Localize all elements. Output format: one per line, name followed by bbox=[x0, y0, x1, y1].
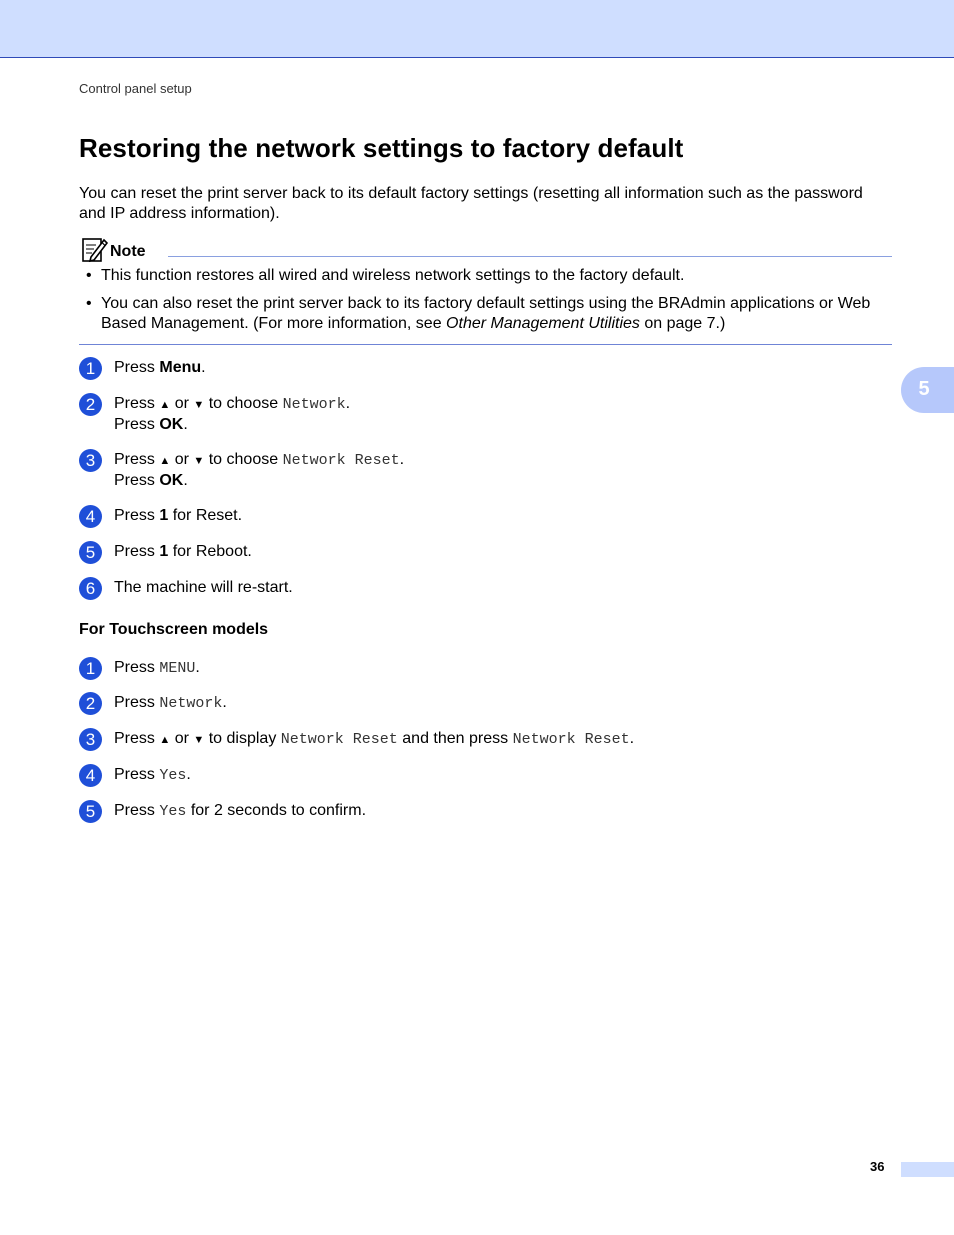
up-arrow-icon: ▲ bbox=[159, 734, 171, 746]
section-heading: For Touchscreen models bbox=[79, 621, 269, 638]
note-item bbox=[86, 266, 892, 286]
step-number: 4 bbox=[79, 764, 102, 787]
step-item bbox=[79, 578, 293, 598]
menu-option: Network Reset bbox=[280, 731, 398, 748]
menu-option: Network bbox=[282, 396, 346, 413]
key-label: Menu bbox=[159, 359, 202, 376]
step-item: 5 Press Yes for 2 seconds to confirm. bbox=[79, 801, 366, 822]
step-number: 5 bbox=[79, 800, 102, 823]
note-item-text: on page 7.) bbox=[639, 315, 726, 332]
menu-option: Yes bbox=[159, 767, 187, 784]
menu-option: Network Reset bbox=[282, 452, 400, 469]
note-list bbox=[86, 266, 892, 342]
note-top-rule bbox=[168, 256, 892, 257]
step-number: 4 bbox=[79, 505, 102, 528]
chapter-number: 5 bbox=[918, 378, 930, 400]
cross-reference-link[interactable]: Other Management Utilities bbox=[446, 315, 640, 332]
step-number: 5 bbox=[79, 541, 102, 564]
step-item: 2 Press Network. bbox=[79, 693, 227, 714]
step-number: 1 bbox=[79, 657, 102, 680]
down-arrow-icon: ▼ bbox=[193, 734, 205, 746]
step-item: 5 Press 1 for Reboot. bbox=[79, 542, 252, 562]
note-item-text: You can also reset the print server back to its factory default settings using the BRAdmin applications or Web Based Management. (For more information, see bbox=[101, 295, 871, 332]
bullet: • bbox=[86, 267, 92, 284]
running-head: Control panel setup bbox=[79, 81, 192, 96]
menu-option: Network Reset bbox=[512, 731, 630, 748]
page-title: Restoring the network settings to factory default bbox=[79, 133, 684, 163]
note-pencil-icon bbox=[80, 236, 108, 264]
step-item: 4 Press 1 for Reset. bbox=[79, 506, 242, 526]
step-item: 3 Press ▲ or ▼ to display Network Reset and then press Network Reset. bbox=[79, 729, 634, 750]
step-text: The machine will re-start. bbox=[114, 579, 293, 596]
key-label: 1 bbox=[159, 543, 169, 560]
note-header bbox=[80, 236, 892, 264]
down-arrow-icon: ▼ bbox=[193, 399, 205, 411]
menu-option: Yes bbox=[159, 803, 187, 820]
key-label: OK bbox=[159, 416, 184, 433]
up-arrow-icon: ▲ bbox=[159, 455, 171, 467]
step-item: 3 Press ▲ or ▼ to choose Network Reset. Press OK. bbox=[79, 450, 404, 491]
note-item-text: This function restores all wired and wireless network settings to the factory default. bbox=[101, 267, 685, 284]
note-bottom-rule bbox=[79, 344, 892, 345]
key-label: 1 bbox=[159, 507, 169, 524]
key-label: OK bbox=[159, 472, 184, 489]
menu-option: MENU bbox=[159, 660, 196, 677]
step-number: 2 bbox=[79, 692, 102, 715]
note-item bbox=[86, 294, 892, 334]
bullet: • bbox=[86, 295, 92, 312]
up-arrow-icon: ▲ bbox=[159, 399, 171, 411]
step-number: 3 bbox=[79, 449, 102, 472]
step-item: 4 Press Yes. bbox=[79, 765, 191, 786]
step-item: 1 Press Menu. bbox=[79, 358, 206, 378]
chapter-tab bbox=[901, 367, 954, 413]
page-number: 36 bbox=[870, 1159, 885, 1174]
step-item: 1 Press MENU. bbox=[79, 658, 200, 679]
note-label: Note bbox=[110, 243, 146, 260]
menu-option: Network bbox=[159, 695, 223, 712]
step-number: 2 bbox=[79, 393, 102, 416]
step-item: 2 Press ▲ or ▼ to choose Network. Press OK. bbox=[79, 394, 350, 435]
step-number: 1 bbox=[79, 357, 102, 380]
page-footer-bar bbox=[901, 1162, 954, 1177]
header-band bbox=[0, 0, 954, 58]
step-number: 6 bbox=[79, 577, 102, 600]
down-arrow-icon: ▼ bbox=[193, 455, 205, 467]
step-number: 3 bbox=[79, 728, 102, 751]
intro-paragraph: You can reset the print server back to its default factory settings (resetting all information such as the password and IP address information). bbox=[79, 185, 863, 222]
